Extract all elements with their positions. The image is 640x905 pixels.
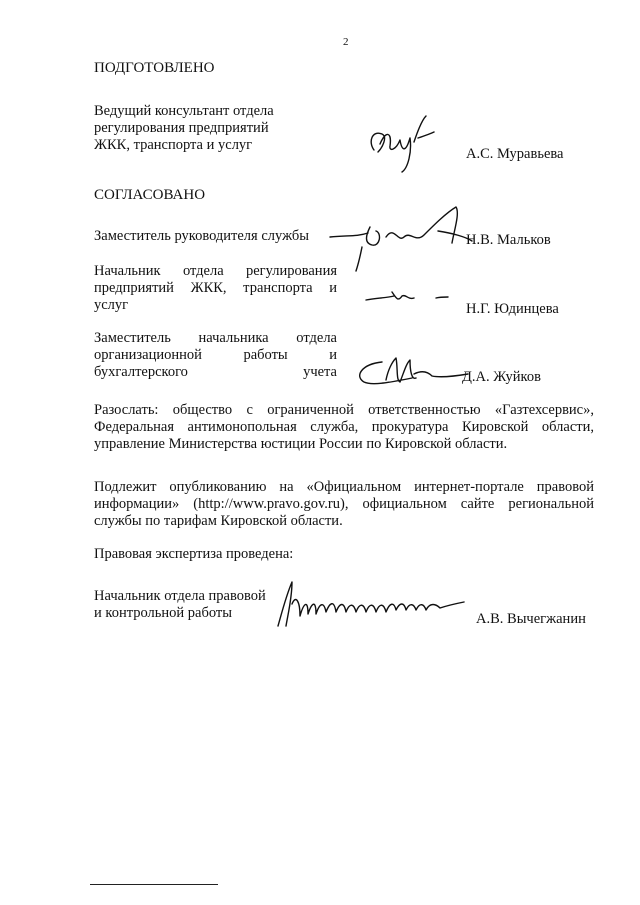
legal-review-position-line: Начальник отдела правовой xyxy=(94,588,266,604)
approver-position-line: предприятий ЖКК, транспорта и xyxy=(94,280,337,296)
prepared-name: А.С. Муравьева xyxy=(466,146,564,162)
page-number: 2 xyxy=(343,36,349,48)
approver-position-line: услуг xyxy=(94,297,129,313)
approver-position-line: бухгалтерского учета xyxy=(94,364,337,380)
prepared-position-line: Ведущий консультант отдела xyxy=(94,103,274,119)
approved-heading: СОГЛАСОВАНО xyxy=(94,187,206,203)
prepared-position-line: регулирования предприятий xyxy=(94,120,269,136)
signature-zhuykov xyxy=(352,352,470,392)
signature-yudintseva xyxy=(362,286,452,310)
prepared-position-line: ЖКК, транспорта и услуг xyxy=(94,137,253,153)
signature-vychegzhanin xyxy=(270,576,470,632)
approver-position xyxy=(94,330,337,381)
signature-malkov xyxy=(326,203,476,275)
approver-name: Н.Г. Юдинцева xyxy=(466,301,559,317)
approver-name: Н.В. Мальков xyxy=(466,232,551,248)
distribution-paragraph: Разослать: общество с ограниченной ответственностью «Газтехсервис», Федеральная антимонопольная служба, прокуратура Кировской области, управление Министерства юстиции России по Кировской области. xyxy=(94,402,594,452)
approver-position xyxy=(94,228,309,245)
approver-position-line: Заместитель начальника отдела xyxy=(94,330,337,346)
prepared-position xyxy=(94,103,274,154)
prepared-heading: ПОДГОТОВЛЕНО xyxy=(94,60,215,76)
legal-review-position-line: и контрольной работы xyxy=(94,605,232,621)
publication-paragraph: Подлежит опубликованию на «Официальном интернет-портале правовой информации» (http://www.pravo.gov.ru), официальном сайте региональной службы по тарифам Кировской области. xyxy=(94,479,594,529)
signature-muraveva xyxy=(360,112,440,174)
approver-name: Д.А. Жуйков xyxy=(462,369,541,385)
approver-position-line: организационной работы и xyxy=(94,347,337,363)
approver-position-line: Начальник отдела регулирования xyxy=(94,263,337,279)
approver-position-line: Заместитель руководителя службы xyxy=(94,228,310,244)
legal-review-statement: Правовая экспертиза проведена: xyxy=(94,546,294,562)
legal-review-name: А.В. Вычегжанин xyxy=(476,611,586,627)
footer-rule xyxy=(90,884,218,885)
legal-review-position xyxy=(94,588,266,622)
approver-position xyxy=(94,263,337,314)
